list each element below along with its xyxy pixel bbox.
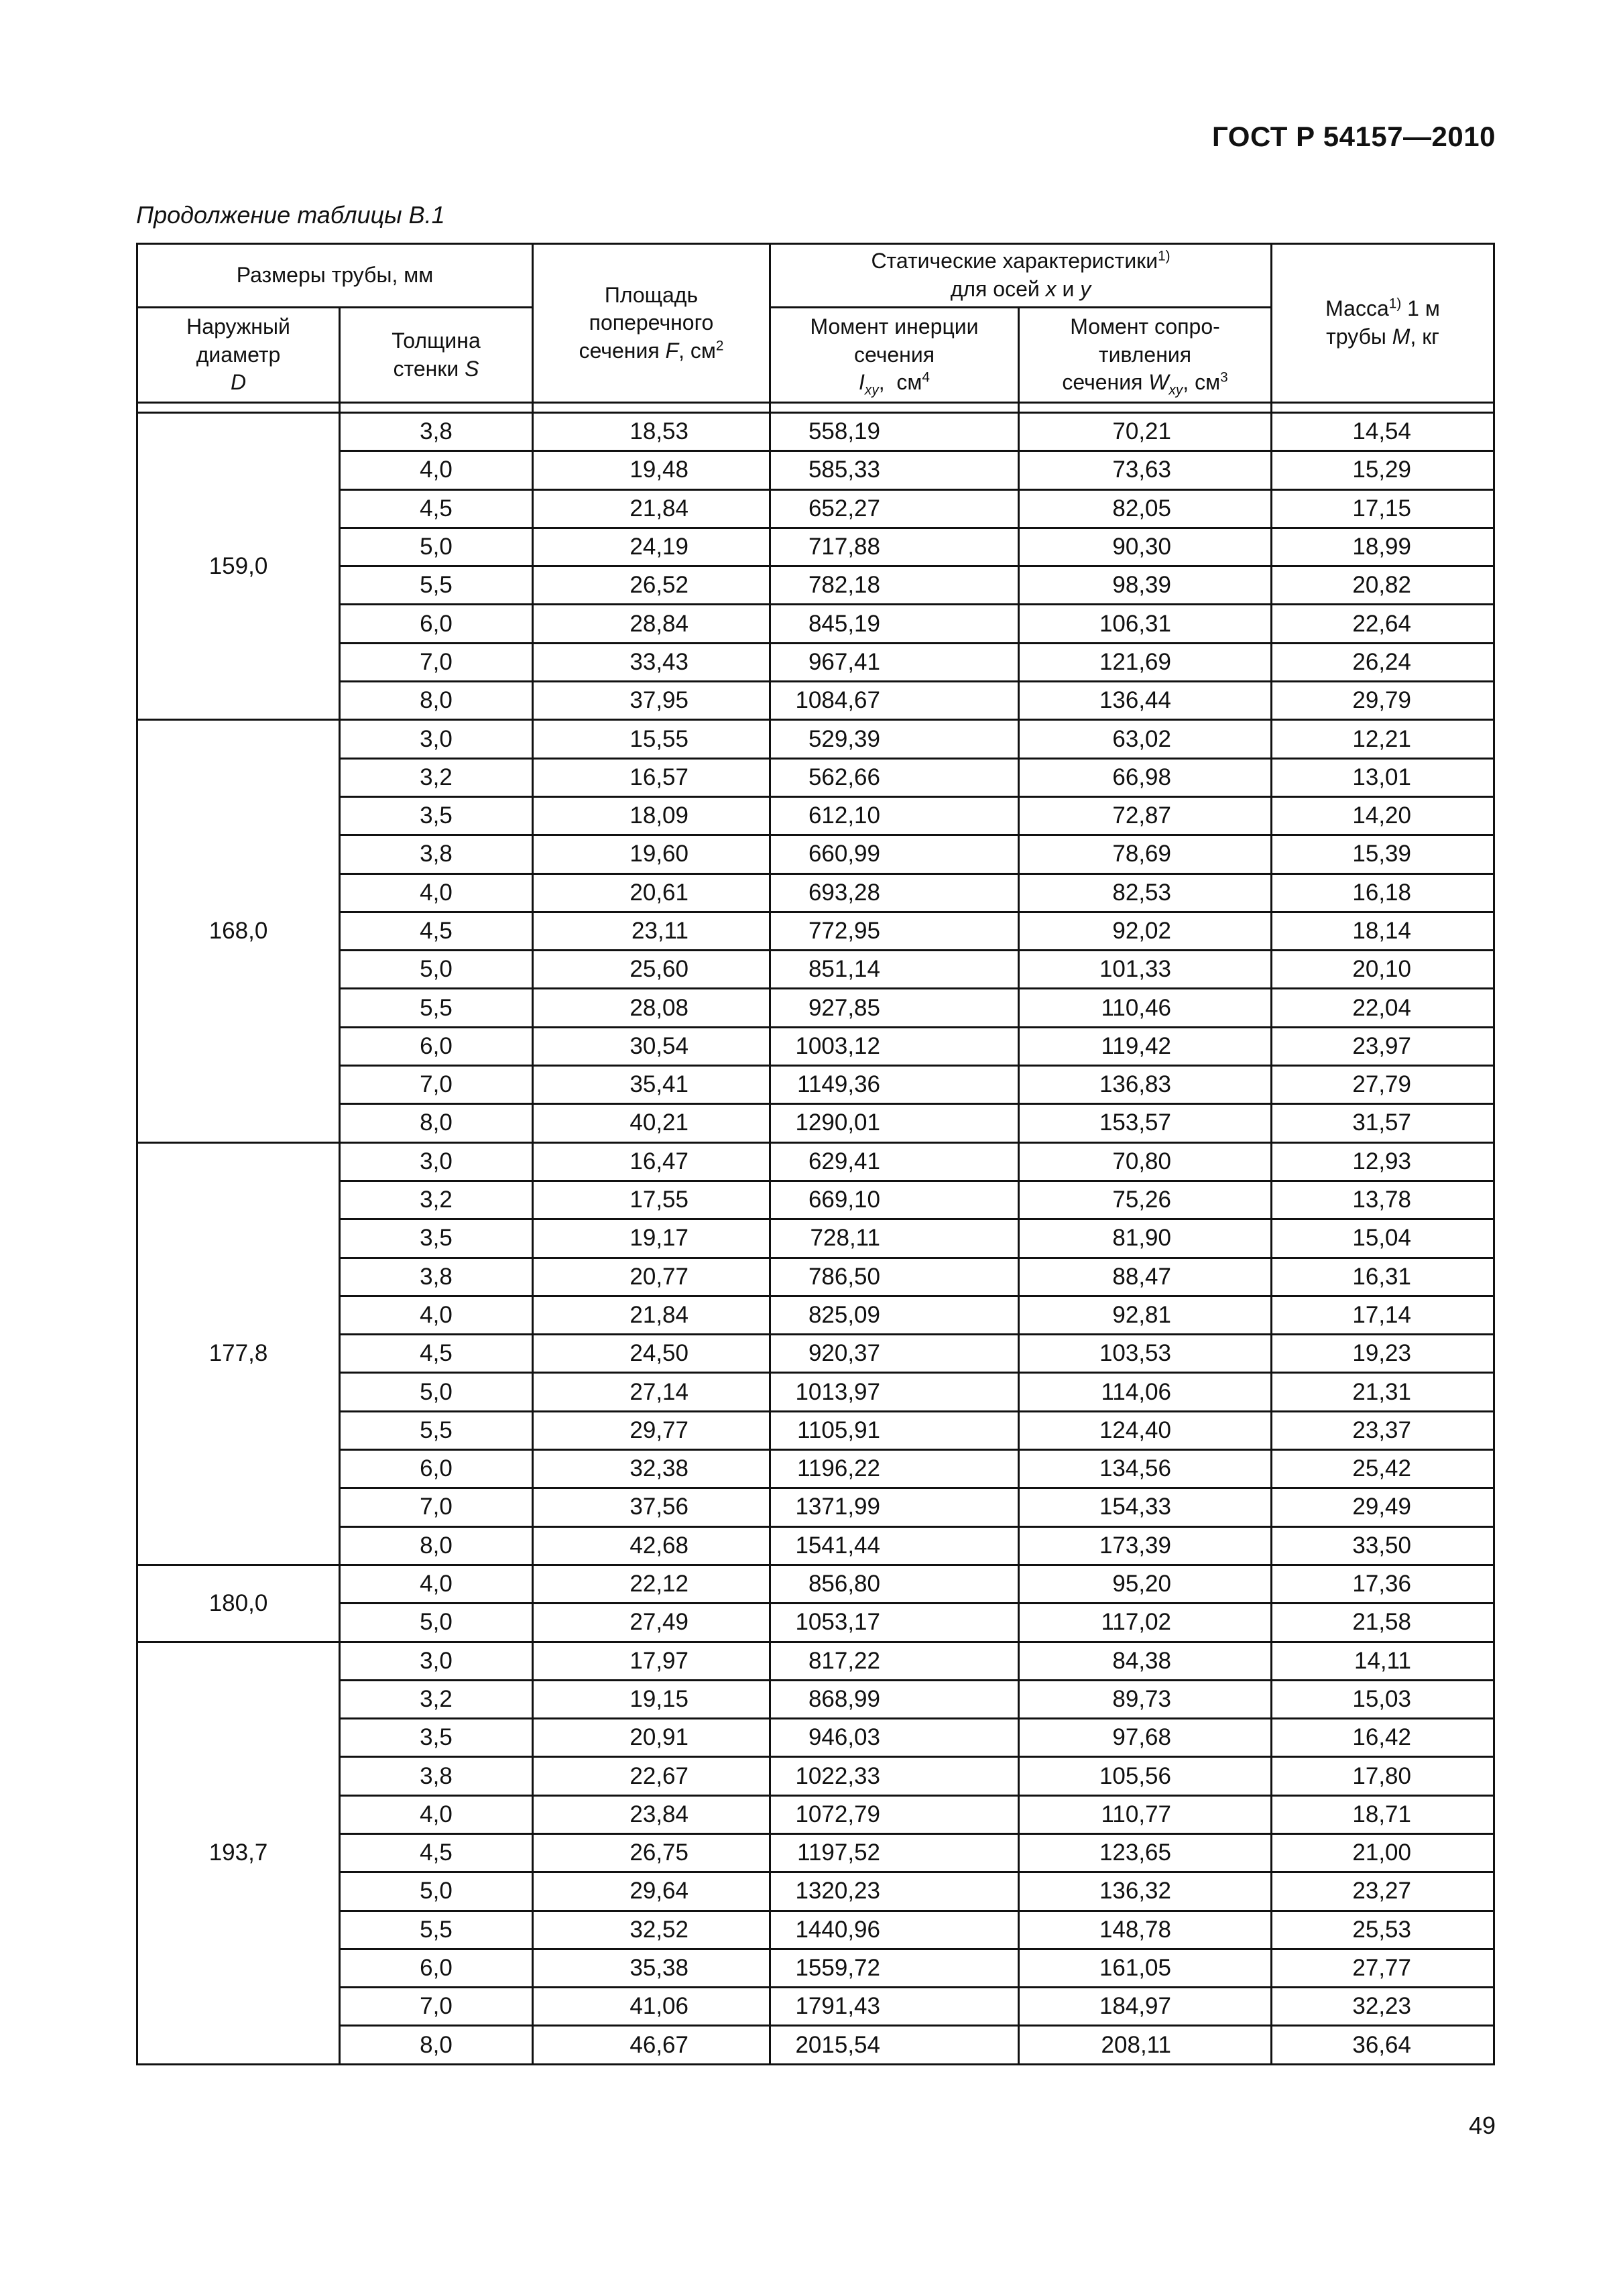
resistance-cell: 89,73 xyxy=(1019,1680,1272,1718)
inertia-cell: 2015,54 xyxy=(770,2026,1019,2064)
area-cell: 33,43 xyxy=(533,643,770,681)
area-cell: 21,84 xyxy=(533,489,770,528)
area-cell: 22,12 xyxy=(533,1565,770,1603)
resistance-cell: 82,53 xyxy=(1019,873,1272,912)
wall-thickness-cell: 3,8 xyxy=(340,1258,533,1296)
inertia-cell: 693,28 xyxy=(770,873,1019,912)
mass-cell: 31,57 xyxy=(1272,1104,1494,1142)
table-row xyxy=(137,720,1494,758)
resistance-cell: 72,87 xyxy=(1019,796,1272,835)
wall-thickness-cell: 4,0 xyxy=(340,1795,533,1833)
inertia-cell: 927,85 xyxy=(770,989,1019,1027)
area-cell: 21,84 xyxy=(533,1296,770,1334)
wall-thickness-cell: 6,0 xyxy=(340,605,533,643)
inertia-cell: 562,66 xyxy=(770,758,1019,796)
inertia-cell: 1196,22 xyxy=(770,1450,1019,1488)
area-cell: 24,50 xyxy=(533,1335,770,1373)
wall-thickness-cell: 8,0 xyxy=(340,1104,533,1142)
inertia-cell: 1013,97 xyxy=(770,1373,1019,1411)
table-row xyxy=(137,1795,1494,1833)
wall-thickness-cell: 5,5 xyxy=(340,1411,533,1449)
area-cell: 19,15 xyxy=(533,1680,770,1718)
wall-thickness-cell: 8,0 xyxy=(340,2026,533,2064)
area-cell: 37,95 xyxy=(533,682,770,720)
inertia-cell: 782,18 xyxy=(770,566,1019,605)
inertia-cell: 1541,44 xyxy=(770,1526,1019,1565)
table-row xyxy=(137,1258,1494,1296)
inertia-cell: 1003,12 xyxy=(770,1027,1019,1065)
wall-thickness-cell: 3,5 xyxy=(340,1219,533,1258)
header-inertia xyxy=(770,308,1019,403)
resistance-cell: 136,44 xyxy=(1019,682,1272,720)
mass-cell: 16,18 xyxy=(1272,873,1494,912)
resistance-cell: 84,38 xyxy=(1019,1642,1272,1680)
mass-cell: 27,77 xyxy=(1272,1949,1494,1987)
table-row xyxy=(137,528,1494,566)
mass-cell: 14,20 xyxy=(1272,796,1494,835)
table-row xyxy=(137,1142,1494,1181)
page-number: 49 xyxy=(1468,2112,1496,2139)
table-row xyxy=(137,643,1494,681)
header-mass xyxy=(1272,244,1494,403)
mass-cell: 36,64 xyxy=(1272,2026,1494,2064)
header-pipe-size: Размеры трубы, мм xyxy=(137,244,533,308)
table-row xyxy=(137,1604,1494,1642)
mass-cell: 20,82 xyxy=(1272,566,1494,605)
wall-thickness-cell: 7,0 xyxy=(340,1988,533,2026)
resistance-cell: 124,40 xyxy=(1019,1411,1272,1449)
wall-thickness-cell: 5,0 xyxy=(340,528,533,566)
inertia-cell: 772,95 xyxy=(770,912,1019,950)
area-cell: 25,60 xyxy=(533,951,770,989)
table-row xyxy=(137,1335,1494,1373)
mass-cell: 12,93 xyxy=(1272,1142,1494,1181)
wall-thickness-cell: 3,8 xyxy=(340,1757,533,1795)
area-cell: 23,84 xyxy=(533,1795,770,1833)
area-cell: 29,77 xyxy=(533,1411,770,1449)
inertia-cell: 1320,23 xyxy=(770,1872,1019,1911)
area-cell: 17,97 xyxy=(533,1642,770,1680)
mass-cell: 22,64 xyxy=(1272,605,1494,643)
mass-cell: 17,80 xyxy=(1272,1757,1494,1795)
resistance-cell: 70,21 xyxy=(1019,413,1272,451)
mass-cell: 15,03 xyxy=(1272,1680,1494,1718)
table-row xyxy=(137,566,1494,605)
area-cell: 19,48 xyxy=(533,451,770,489)
mass-cell: 23,97 xyxy=(1272,1027,1494,1065)
mass-cell: 23,37 xyxy=(1272,1411,1494,1449)
mass-cell: 15,04 xyxy=(1272,1219,1494,1258)
wall-thickness-cell: 3,5 xyxy=(340,1719,533,1757)
inertia-cell: 1371,99 xyxy=(770,1488,1019,1526)
table-row xyxy=(137,1488,1494,1526)
inertia-cell: 1072,79 xyxy=(770,1795,1019,1833)
header-area xyxy=(533,244,770,403)
area-cell: 35,38 xyxy=(533,1949,770,1987)
resistance-cell: 82,05 xyxy=(1019,489,1272,528)
table-row xyxy=(137,1988,1494,2026)
area-cell: 37,56 xyxy=(533,1488,770,1526)
wall-thickness-cell: 6,0 xyxy=(340,1027,533,1065)
area-cell: 24,19 xyxy=(533,528,770,566)
mass-cell: 14,54 xyxy=(1272,413,1494,451)
table-row xyxy=(137,682,1494,720)
area-cell: 22,67 xyxy=(533,1757,770,1795)
inertia-cell: 845,19 xyxy=(770,605,1019,643)
table-body xyxy=(137,413,1494,2065)
resistance-cell: 123,65 xyxy=(1019,1833,1272,1872)
mass-cell: 27,79 xyxy=(1272,1066,1494,1104)
mass-cell: 14,11 xyxy=(1272,1642,1494,1680)
wall-thickness-cell: 5,5 xyxy=(340,1911,533,1949)
mass-cell: 19,23 xyxy=(1272,1335,1494,1373)
resistance-cell: 66,98 xyxy=(1019,758,1272,796)
outer-diameter-cell: 180,0 xyxy=(137,1565,340,1642)
mass-cell: 26,24 xyxy=(1272,643,1494,681)
inertia-cell: 585,33 xyxy=(770,451,1019,489)
inertia-cell: 652,27 xyxy=(770,489,1019,528)
inertia-cell: 1149,36 xyxy=(770,1066,1019,1104)
table-row xyxy=(137,758,1494,796)
mass-cell: 17,15 xyxy=(1272,489,1494,528)
mass-cell: 15,29 xyxy=(1272,451,1494,489)
wall-thickness-cell: 4,5 xyxy=(340,1335,533,1373)
inertia-cell: 856,80 xyxy=(770,1565,1019,1603)
resistance-cell: 173,39 xyxy=(1019,1526,1272,1565)
area-cell: 16,47 xyxy=(533,1142,770,1181)
header-resistance-text: Момент сопро- тивления сечения $W_{xy}$, $см^3$ xyxy=(1062,314,1228,398)
wall-thickness-cell: 5,5 xyxy=(340,989,533,1027)
resistance-cell: 95,20 xyxy=(1019,1565,1272,1603)
inertia-cell: 1440,96 xyxy=(770,1911,1019,1949)
wall-thickness-cell: 3,2 xyxy=(340,1181,533,1219)
area-cell: 46,67 xyxy=(533,2026,770,2064)
table-row xyxy=(137,413,1494,451)
outer-diameter-cell: 159,0 xyxy=(137,413,340,720)
mass-cell: 29,49 xyxy=(1272,1488,1494,1526)
resistance-cell: 208,11 xyxy=(1019,2026,1272,2064)
table-row xyxy=(137,1949,1494,1987)
inertia-cell: 1053,17 xyxy=(770,1604,1019,1642)
wall-thickness-cell: 3,8 xyxy=(340,413,533,451)
resistance-cell: 134,56 xyxy=(1019,1450,1272,1488)
table-row xyxy=(137,1911,1494,1949)
area-cell: 19,60 xyxy=(533,835,770,873)
mass-cell: 29,79 xyxy=(1272,682,1494,720)
inertia-cell: 967,41 xyxy=(770,643,1019,681)
resistance-cell: 70,80 xyxy=(1019,1142,1272,1181)
table-row xyxy=(137,1833,1494,1872)
table-row xyxy=(137,1719,1494,1757)
resistance-cell: 90,30 xyxy=(1019,528,1272,566)
document-code: ГОСТ Р 54157—2010 xyxy=(1212,121,1496,152)
area-cell: 18,53 xyxy=(533,413,770,451)
table-row xyxy=(137,1680,1494,1718)
wall-thickness-cell: 8,0 xyxy=(340,1526,533,1565)
header-wall-thickness-text: Толщина стенки S xyxy=(392,328,481,381)
table-row xyxy=(137,1066,1494,1104)
mass-cell: 16,31 xyxy=(1272,1258,1494,1296)
header-static xyxy=(770,244,1272,308)
mass-cell: 25,53 xyxy=(1272,1911,1494,1949)
inertia-cell: 529,39 xyxy=(770,720,1019,758)
area-cell: 17,55 xyxy=(533,1181,770,1219)
outer-diameter-cell: 193,7 xyxy=(137,1642,340,2064)
table-row xyxy=(137,605,1494,643)
mass-cell: 13,01 xyxy=(1272,758,1494,796)
table-row xyxy=(137,796,1494,835)
header-outer-diameter-text: Наружный диаметр D xyxy=(186,314,290,395)
table-row xyxy=(137,951,1494,989)
inertia-cell: 612,10 xyxy=(770,796,1019,835)
wall-thickness-cell: 3,2 xyxy=(340,1680,533,1718)
mass-cell: 20,10 xyxy=(1272,951,1494,989)
mass-cell: 17,36 xyxy=(1272,1565,1494,1603)
header-wall-thickness xyxy=(340,308,533,403)
resistance-cell: 92,02 xyxy=(1019,912,1272,950)
wall-thickness-cell: 7,0 xyxy=(340,1488,533,1526)
resistance-cell: 81,90 xyxy=(1019,1219,1272,1258)
table-caption: Продолжение таблицы В.1 xyxy=(136,201,445,229)
resistance-cell: 73,63 xyxy=(1019,451,1272,489)
area-cell: 28,84 xyxy=(533,605,770,643)
resistance-cell: 161,05 xyxy=(1019,1949,1272,1987)
table-row xyxy=(137,989,1494,1027)
inertia-cell: 669,10 xyxy=(770,1181,1019,1219)
table-row xyxy=(137,2026,1494,2064)
area-cell: 20,77 xyxy=(533,1258,770,1296)
mass-cell: 16,42 xyxy=(1272,1719,1494,1757)
area-cell: 35,41 xyxy=(533,1066,770,1104)
table-row xyxy=(137,1757,1494,1795)
mass-cell: 17,14 xyxy=(1272,1296,1494,1334)
inertia-cell: 817,22 xyxy=(770,1642,1019,1680)
resistance-cell: 184,97 xyxy=(1019,1988,1272,2026)
resistance-cell: 121,69 xyxy=(1019,643,1272,681)
mass-cell: 21,31 xyxy=(1272,1373,1494,1411)
mass-cell: 18,71 xyxy=(1272,1795,1494,1833)
resistance-cell: 63,02 xyxy=(1019,720,1272,758)
area-cell: 42,68 xyxy=(533,1526,770,1565)
inertia-cell: 1105,91 xyxy=(770,1411,1019,1449)
mass-cell: 21,58 xyxy=(1272,1604,1494,1642)
resistance-cell: 103,53 xyxy=(1019,1335,1272,1373)
resistance-cell: 136,32 xyxy=(1019,1872,1272,1911)
outer-diameter-cell: 168,0 xyxy=(137,720,340,1142)
outer-diameter-cell: 177,8 xyxy=(137,1142,340,1565)
table-row xyxy=(137,1872,1494,1911)
wall-thickness-cell: 3,5 xyxy=(340,796,533,835)
inertia-cell: 558,19 xyxy=(770,413,1019,451)
area-cell: 26,52 xyxy=(533,566,770,605)
resistance-cell: 153,57 xyxy=(1019,1104,1272,1142)
wall-thickness-cell: 3,0 xyxy=(340,1142,533,1181)
inertia-cell: 868,99 xyxy=(770,1680,1019,1718)
inertia-cell: 1791,43 xyxy=(770,1988,1019,2026)
area-cell: 32,38 xyxy=(533,1450,770,1488)
area-cell: 20,91 xyxy=(533,1719,770,1757)
inertia-cell: 1559,72 xyxy=(770,1949,1019,1987)
mass-cell: 25,42 xyxy=(1272,1450,1494,1488)
table-row xyxy=(137,1027,1494,1065)
area-cell: 16,57 xyxy=(533,758,770,796)
area-cell: 28,08 xyxy=(533,989,770,1027)
resistance-cell: 105,56 xyxy=(1019,1757,1272,1795)
wall-thickness-cell: 4,0 xyxy=(340,873,533,912)
wall-thickness-cell: 5,5 xyxy=(340,566,533,605)
table-row xyxy=(137,1219,1494,1258)
resistance-cell: 106,31 xyxy=(1019,605,1272,643)
resistance-cell: 98,39 xyxy=(1019,566,1272,605)
table-row xyxy=(137,1411,1494,1449)
table-row xyxy=(137,1373,1494,1411)
mass-cell: 15,39 xyxy=(1272,835,1494,873)
resistance-cell: 92,81 xyxy=(1019,1296,1272,1334)
header-separator xyxy=(137,403,1494,413)
area-cell: 15,55 xyxy=(533,720,770,758)
mass-cell: 33,50 xyxy=(1272,1526,1494,1565)
header-resistance xyxy=(1019,308,1272,403)
wall-thickness-cell: 3,8 xyxy=(340,835,533,873)
wall-thickness-cell: 6,0 xyxy=(340,1450,533,1488)
header-inertia-text: Момент инерции сечения $I_{xy}$, $см^4$ xyxy=(810,314,979,398)
wall-thickness-cell: 6,0 xyxy=(340,1949,533,1987)
wall-thickness-cell: 3,0 xyxy=(340,1642,533,1680)
header-outer-diameter xyxy=(137,308,340,403)
mass-cell: 18,99 xyxy=(1272,528,1494,566)
area-cell: 40,21 xyxy=(533,1104,770,1142)
mass-cell: 22,04 xyxy=(1272,989,1494,1027)
table-row xyxy=(137,1565,1494,1603)
area-cell: 19,17 xyxy=(533,1219,770,1258)
area-cell: 27,49 xyxy=(533,1604,770,1642)
table-row xyxy=(137,1642,1494,1680)
inertia-cell: 786,50 xyxy=(770,1258,1019,1296)
wall-thickness-cell: 3,2 xyxy=(340,758,533,796)
wall-thickness-cell: 5,0 xyxy=(340,951,533,989)
resistance-cell: 88,47 xyxy=(1019,1258,1272,1296)
table-row xyxy=(137,1104,1494,1142)
resistance-cell: 110,77 xyxy=(1019,1795,1272,1833)
inertia-cell: 825,09 xyxy=(770,1296,1019,1334)
inertia-cell: 717,88 xyxy=(770,528,1019,566)
area-cell: 26,75 xyxy=(533,1833,770,1872)
inertia-cell: 1084,67 xyxy=(770,682,1019,720)
mass-cell: 32,23 xyxy=(1272,1988,1494,2026)
table-row xyxy=(137,489,1494,528)
header-area-text: Площадь поперечного сечения F, $см^2$ xyxy=(579,282,724,363)
wall-thickness-cell: 3,0 xyxy=(340,720,533,758)
resistance-cell: 119,42 xyxy=(1019,1027,1272,1065)
area-cell: 23,11 xyxy=(533,912,770,950)
area-cell: 20,61 xyxy=(533,873,770,912)
inertia-cell: 1197,52 xyxy=(770,1833,1019,1872)
resistance-cell: 97,68 xyxy=(1019,1719,1272,1757)
header-mass-text: Масса$^{1)}$ 1 м трубы M, кг xyxy=(1325,296,1440,349)
inertia-cell: 1290,01 xyxy=(770,1104,1019,1142)
table-row xyxy=(137,873,1494,912)
wall-thickness-cell: 4,5 xyxy=(340,912,533,950)
wall-thickness-cell: 7,0 xyxy=(340,1066,533,1104)
table-row xyxy=(137,1526,1494,1565)
header-static-text: Статические характеристики$^{1)}$ для осей x и y xyxy=(871,248,1170,301)
wall-thickness-cell: 4,0 xyxy=(340,1296,533,1334)
table-row xyxy=(137,1450,1494,1488)
wall-thickness-cell: 5,0 xyxy=(340,1604,533,1642)
resistance-cell: 148,78 xyxy=(1019,1911,1272,1949)
resistance-cell: 78,69 xyxy=(1019,835,1272,873)
table-row xyxy=(137,835,1494,873)
resistance-cell: 114,06 xyxy=(1019,1373,1272,1411)
wall-thickness-cell: 4,0 xyxy=(340,451,533,489)
wall-thickness-cell: 8,0 xyxy=(340,682,533,720)
table-row xyxy=(137,1181,1494,1219)
area-cell: 41,06 xyxy=(533,1988,770,2026)
inertia-cell: 1022,33 xyxy=(770,1757,1019,1795)
inertia-cell: 660,99 xyxy=(770,835,1019,873)
table-row xyxy=(137,451,1494,489)
area-cell: 18,09 xyxy=(533,796,770,835)
inertia-cell: 629,41 xyxy=(770,1142,1019,1181)
area-cell: 32,52 xyxy=(533,1911,770,1949)
wall-thickness-cell: 4,5 xyxy=(340,1833,533,1872)
resistance-cell: 136,83 xyxy=(1019,1066,1272,1104)
table-row xyxy=(137,1296,1494,1334)
mass-cell: 21,00 xyxy=(1272,1833,1494,1872)
wall-thickness-cell: 5,0 xyxy=(340,1872,533,1911)
inertia-cell: 851,14 xyxy=(770,951,1019,989)
inertia-cell: 920,37 xyxy=(770,1335,1019,1373)
resistance-cell: 75,26 xyxy=(1019,1181,1272,1219)
resistance-cell: 110,46 xyxy=(1019,989,1272,1027)
area-cell: 29,64 xyxy=(533,1872,770,1911)
resistance-cell: 101,33 xyxy=(1019,951,1272,989)
pipe-characteristics-table xyxy=(136,243,1495,2065)
wall-thickness-cell: 5,0 xyxy=(340,1373,533,1411)
table-row xyxy=(137,912,1494,950)
mass-cell: 23,27 xyxy=(1272,1872,1494,1911)
mass-cell: 18,14 xyxy=(1272,912,1494,950)
wall-thickness-cell: 4,5 xyxy=(340,489,533,528)
mass-cell: 13,78 xyxy=(1272,1181,1494,1219)
inertia-cell: 728,11 xyxy=(770,1219,1019,1258)
area-cell: 30,54 xyxy=(533,1027,770,1065)
resistance-cell: 117,02 xyxy=(1019,1604,1272,1642)
resistance-cell: 154,33 xyxy=(1019,1488,1272,1526)
inertia-cell: 946,03 xyxy=(770,1719,1019,1757)
area-cell: 27,14 xyxy=(533,1373,770,1411)
wall-thickness-cell: 4,0 xyxy=(340,1565,533,1603)
wall-thickness-cell: 7,0 xyxy=(340,643,533,681)
mass-cell: 12,21 xyxy=(1272,720,1494,758)
